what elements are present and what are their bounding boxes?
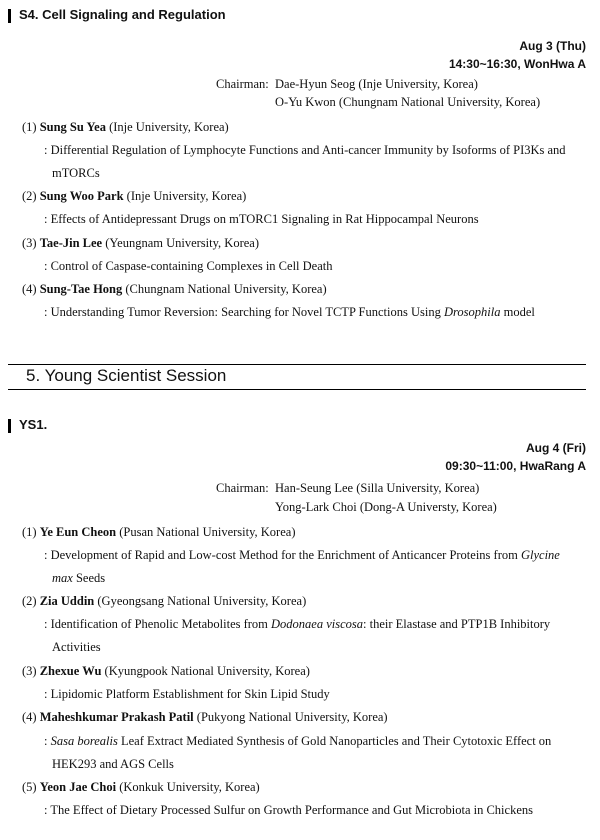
speaker-name: Zia Uddin	[39, 594, 95, 608]
talk-title-cont: Activities	[52, 640, 101, 654]
speaker-affiliation: (Pukyong National University, Korea)	[196, 710, 388, 724]
talk-title: : Lipidomic Platform Establishment for Skin Lipid Study	[44, 687, 330, 701]
speaker-name: Sung Woo Park	[39, 189, 124, 203]
talk-title	[44, 548, 560, 563]
ys1-chair-2: Yong-Lark Choi (Dong-A Universty, Korea)	[275, 500, 497, 514]
talk-number: (3)	[22, 664, 37, 678]
talk-title-italic: Drosophila	[443, 305, 501, 319]
speaker-name: Ye Eun Cheon	[39, 525, 117, 539]
talk-title-text: : Understanding Tumor Reversion: Searching for Novel TCTP Functions Using	[44, 305, 441, 319]
speaker-affiliation: (Gyeongsang National University, Korea)	[97, 594, 307, 608]
session-title-ys1: YS1.	[19, 417, 48, 432]
s4-chair-label: Chairman:	[216, 77, 269, 91]
speaker-affiliation: (Konkuk University, Korea)	[119, 780, 260, 794]
talk-title-text: :	[44, 734, 48, 748]
s4-chair-2: O-Yu Kwon (Chungnam National University, Korea)	[275, 95, 541, 109]
talk-ys1-5	[22, 780, 260, 795]
ys1-time-place: 09:30~11:00, HwaRang A	[445, 459, 586, 473]
talk-title-text: : Development of Rapid and Low-cost Method for the Enrichment of Anticancer Proteins from	[44, 548, 518, 562]
s4-date: Aug 3 (Thu)	[519, 39, 586, 53]
s4-time-place: 14:30~16:30, WonHwa A	[448, 57, 586, 71]
talk-title-cont: HEK293 and AGS Cells	[52, 757, 174, 771]
talk-number: (2)	[22, 594, 37, 608]
session-title-s4: S4. Cell Signaling and Regulation	[19, 7, 226, 22]
talk-s4-4	[22, 282, 327, 297]
section-5-rule-top	[8, 364, 586, 365]
talk-title-cont: mTORCs	[52, 166, 100, 180]
talk-title: : Effects of Antidepressant Drugs on mTORC1 Signaling in Rat Hippocampal Neurons	[44, 212, 479, 226]
speaker-name: Sung Su Yea	[39, 120, 106, 134]
section-marker-bar	[8, 419, 11, 433]
talk-number: (3)	[22, 236, 37, 250]
talk-s4-2	[22, 189, 246, 204]
talk-ys1-1	[22, 525, 295, 540]
section-5-rule-bottom	[8, 389, 586, 390]
ys1-chair-1: Han-Seung Lee (Silla University, Korea)	[275, 481, 480, 495]
talk-number: (4)	[22, 710, 37, 724]
talk-number: (1)	[22, 120, 37, 134]
talk-title	[44, 617, 550, 632]
speaker-name: Yeon Jae Choi	[39, 780, 117, 794]
talk-title-italic: Sasa borealis	[50, 734, 118, 748]
talk-title-text: Seeds	[75, 571, 106, 585]
speaker-name: Sung-Tae Hong	[39, 282, 123, 296]
talk-title-text: : Identification of Phenolic Metabolites from	[44, 617, 268, 631]
section-5-title: 5. Young Scientist Session	[26, 366, 227, 385]
talk-ys1-3	[22, 664, 310, 679]
section-marker-bar	[8, 9, 11, 23]
speaker-affiliation: (Yeungnam University, Korea)	[105, 236, 260, 250]
speaker-name: Tae-Jin Lee	[39, 236, 103, 250]
talk-title: : The Effect of Dietary Processed Sulfur on Growth Performance and Gut Microbiota in Chickens	[44, 803, 533, 817]
talk-number: (4)	[22, 282, 37, 296]
talk-title-text: : their Elastase and PTP1B Inhibitory	[363, 617, 551, 631]
speaker-affiliation: (Chungnam National University, Korea)	[125, 282, 327, 296]
speaker-name: Zhexue Wu	[39, 664, 102, 678]
talk-title: : Control of Caspase-containing Complexes in Cell Death	[44, 259, 333, 273]
talk-s4-3	[22, 236, 259, 251]
ys1-date: Aug 4 (Fri)	[526, 441, 586, 455]
talk-title-cont	[52, 571, 105, 586]
talk-title: : Differential Regulation of Lymphocyte Functions and Anti-cancer Immunity by Isoforms of PI3Ks and	[44, 143, 566, 157]
talk-title-italic: max	[52, 571, 73, 585]
talk-number: (2)	[22, 189, 37, 203]
talk-ys1-2	[22, 594, 306, 609]
speaker-affiliation: (Pusan National University, Korea)	[119, 525, 296, 539]
ys1-chair-label: Chairman:	[216, 481, 269, 495]
talk-number: (1)	[22, 525, 37, 539]
talk-title-text: model	[503, 305, 535, 319]
talk-title	[44, 734, 551, 749]
talk-s4-1	[22, 120, 229, 135]
talk-title-italic: Dodonaea viscosa	[271, 617, 364, 631]
s4-chair-1: Dae-Hyun Seog (Inje University, Korea)	[275, 77, 478, 91]
talk-ys1-4	[22, 710, 388, 725]
talk-title-text: Leaf Extract Mediated Synthesis of Gold Nanoparticles and Their Cytotoxic Effect on	[120, 734, 552, 748]
talk-number: (5)	[22, 780, 37, 794]
talk-title	[44, 305, 535, 320]
speaker-affiliation: (Inje University, Korea)	[126, 189, 247, 203]
speaker-name: Maheshkumar Prakash Patil	[39, 710, 194, 724]
speaker-affiliation: (Kyungpook National University, Korea)	[104, 664, 310, 678]
speaker-affiliation: (Inje University, Korea)	[109, 120, 229, 134]
talk-title-italic: Glycine	[520, 548, 560, 562]
